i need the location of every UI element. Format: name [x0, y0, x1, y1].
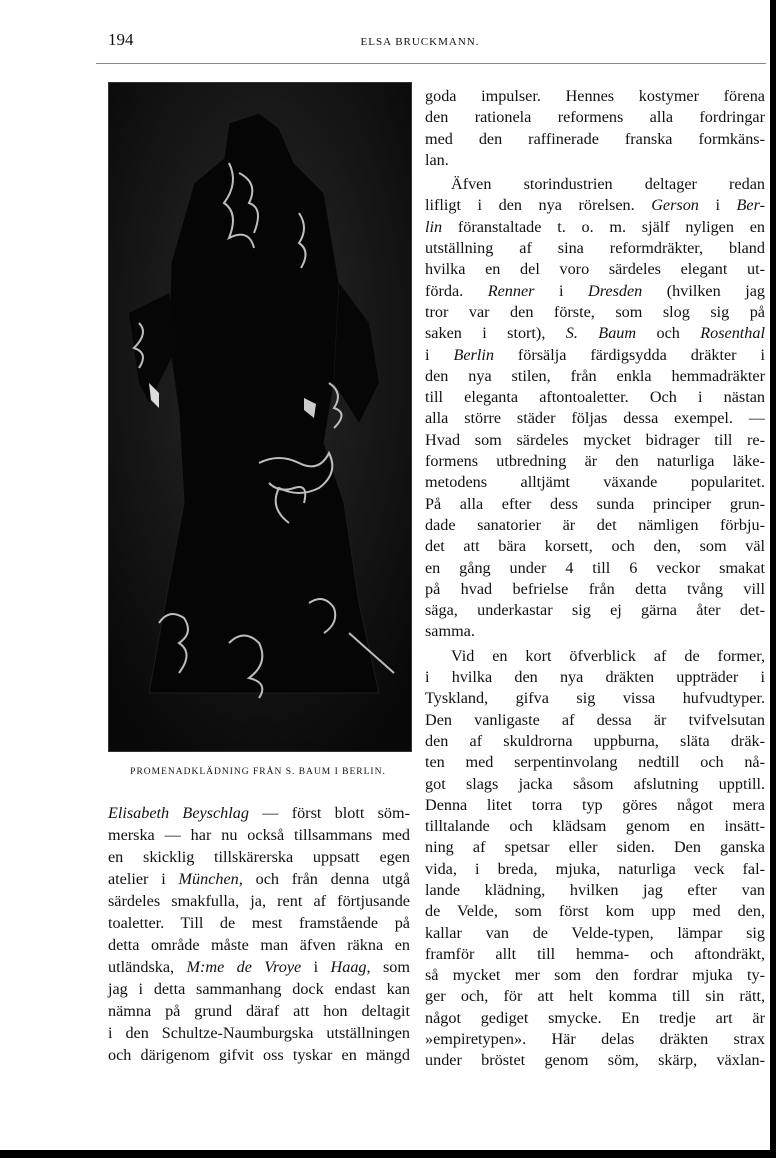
italic-name: Gerson — [651, 196, 699, 215]
text-line — [425, 579, 765, 600]
text-line — [425, 302, 765, 323]
text-line — [425, 965, 765, 986]
text-segment: Denna litet torra typ göres något mera — [425, 795, 765, 814]
text-line — [425, 129, 765, 150]
text-line — [425, 536, 765, 557]
text-segment: Hvad som särdeles mycket bidrager till re- — [425, 430, 765, 449]
text-line — [425, 710, 765, 731]
text-segment: den af skuldrorna uppburna, släta dräk- — [425, 731, 765, 750]
text-segment: goda impulser. Hennes kostymer förena — [425, 87, 765, 105]
text-segment: jag i detta sammanhang dock endast kan — [108, 980, 410, 998]
text-segment: got slags jacka såsom afslutning upptill. — [425, 774, 765, 793]
text-line — [108, 824, 410, 846]
text-segment: framför allt till hemma- och aftondräkt, — [425, 944, 765, 963]
text-segment: under bröstet genom söm, skärp, växlan- — [425, 1051, 765, 1070]
text-line — [108, 956, 410, 978]
text-line — [425, 1050, 765, 1071]
text-line — [108, 890, 410, 912]
text-segment: och därigenom gifvit oss tyskar en mängd — [108, 1046, 410, 1064]
text-segment: säga, underkastar sig ej gärna åter det- — [425, 601, 765, 620]
text-line — [425, 366, 765, 387]
text-segment: (hvilken jag — [642, 281, 765, 300]
left-column-text — [108, 802, 410, 1066]
text-line — [425, 923, 765, 944]
text-line — [425, 345, 765, 366]
text-segment: merska — har nu också tillsammans med — [108, 826, 410, 844]
text-segment: vida, i breda, mjuka, naturliga veck fal- — [425, 859, 765, 878]
text-line — [108, 912, 410, 934]
text-segment: atelier i — [108, 870, 179, 888]
text-line — [108, 846, 410, 868]
text-segment: Den vanligaste af dessa är tvifvelsutan — [425, 710, 765, 729]
text-line — [425, 238, 765, 259]
text-segment: i — [301, 958, 331, 976]
italic-name: Haag, — [330, 958, 371, 976]
italic-name: Renner — [487, 281, 535, 300]
text-segment: »empiretypen». Här delas dräkten strax — [425, 1030, 765, 1049]
text-segment: På alla efter dess sunda principer grun- — [425, 494, 765, 513]
text-line — [108, 978, 410, 1000]
text-segment: i — [534, 281, 588, 300]
gown-figure-image — [109, 83, 411, 751]
text-segment: som — [370, 958, 410, 976]
text-segment: Tyskland, gifva sig vissa hufvudtyper. — [425, 689, 765, 708]
text-segment: tror var den förste, som slog sig på — [425, 302, 765, 321]
text-segment: alla större städer följas dessa exempel. — — [425, 409, 765, 428]
text-segment: metodens alltjämt växande popularitet. — [425, 473, 765, 492]
text-segment: något gediget smycke. En tredje art är — [425, 1008, 765, 1027]
text-line — [425, 430, 765, 451]
text-line — [425, 880, 765, 901]
text-line — [425, 472, 765, 493]
text-line — [425, 986, 765, 1007]
italic-name: Berlin — [453, 345, 494, 364]
italic-name: M:me de Vroye — [186, 958, 302, 976]
text-line — [108, 1022, 410, 1044]
italic-name: lin — [425, 217, 443, 236]
text-segment: detta område måste man äfven räkna en — [108, 936, 410, 954]
italic-name: München, — [178, 870, 243, 888]
text-line — [425, 795, 765, 816]
text-line — [425, 107, 765, 128]
text-segment: och — [636, 324, 701, 343]
text-line — [425, 281, 765, 302]
text-line — [425, 515, 765, 536]
text-segment: Vid en kort öfverblick af de former, — [451, 646, 765, 665]
text-line — [425, 667, 765, 688]
text-line — [425, 323, 765, 344]
text-line — [425, 1029, 765, 1050]
text-line — [425, 688, 765, 709]
text-segment: lande klädning, hvilken jag efter van — [425, 880, 765, 899]
text-segment: ger och, för att helt komma till sin rätt, — [425, 987, 765, 1006]
text-segment: lifligt i den nya rörelsen. — [425, 196, 652, 215]
text-line — [425, 731, 765, 752]
text-segment: ning af spetsar eller siden. Den ganska — [425, 838, 765, 857]
text-segment: på hvad befrielse från detta tvång vill — [425, 579, 765, 598]
text-line — [425, 451, 765, 472]
text-line — [425, 259, 765, 280]
text-line — [425, 217, 765, 238]
text-segment: formens utbredning är den naturliga läke- — [425, 452, 765, 471]
text-segment: utländska, — [108, 958, 187, 976]
text-line — [425, 1008, 765, 1029]
text-line — [425, 774, 765, 795]
text-line — [425, 600, 765, 621]
text-segment: saken i stort), — [425, 324, 566, 343]
text-line — [108, 868, 410, 890]
text-line — [425, 944, 765, 965]
right-column-text — [425, 86, 765, 1072]
text-line — [108, 934, 410, 956]
text-segment: den rationela reformens alla fordringar — [425, 108, 765, 127]
text-segment: de Velde, som först kom upp med den, — [425, 902, 765, 921]
italic-name: Ber- — [736, 196, 765, 215]
text-line — [108, 1000, 410, 1022]
text-segment: föranstaltade t. o. m. själf nyligen en — [442, 217, 765, 236]
text-line — [425, 752, 765, 773]
text-segment: en gång under 4 till 6 veckor smakat — [425, 558, 765, 577]
text-line — [425, 195, 765, 216]
text-segment: och från denna utgå — [242, 870, 410, 888]
text-line — [425, 646, 765, 667]
text-segment: tilltalande och klädsam genom en insätt- — [425, 817, 765, 836]
scan-edge-bottom — [0, 1150, 776, 1158]
italic-name: Rosenthal — [700, 324, 765, 343]
text-segment: lan. — [425, 150, 449, 169]
text-segment: en skicklig tillskärerska uppsatt egen — [108, 848, 410, 866]
text-line — [425, 816, 765, 837]
text-segment: ten med serpentinvolang nedtill och nå- — [425, 753, 765, 772]
text-segment: samma. — [425, 622, 475, 641]
text-segment: i hvilka den nya dräkten uppträder i — [425, 668, 765, 687]
text-line — [425, 174, 765, 195]
text-line — [425, 494, 765, 515]
text-segment: det att bära korsett, och den, som väl — [425, 537, 765, 556]
text-segment: toaletter. Till de mest framstående på — [108, 914, 410, 932]
dress-photograph — [108, 82, 412, 752]
italic-name: S. Baum — [565, 324, 637, 343]
header-rule — [96, 63, 766, 64]
text-line — [108, 1044, 410, 1066]
text-line — [425, 408, 765, 429]
text-line — [425, 837, 765, 858]
text-line — [425, 621, 765, 642]
text-segment: särdeles smakfulla, ja, rent af förtjusande — [108, 892, 410, 910]
text-line — [425, 150, 765, 171]
text-segment: i — [425, 345, 454, 364]
text-segment: i — [698, 196, 737, 215]
italic-name: Dresden — [588, 281, 643, 300]
text-segment: kallar van de Velde-typen, lämpar sig — [425, 923, 765, 942]
text-segment: hvilka en del voro särdeles elegant ut- — [425, 260, 765, 279]
text-segment: nämna på grund däraf att hon deltagit — [108, 1002, 410, 1020]
text-line — [425, 558, 765, 579]
text-line — [425, 86, 765, 107]
figure-caption: PROMENADKLÄDNING FRÅN S. BAUM I BERLIN. — [130, 767, 386, 777]
page-number: 194 — [108, 30, 134, 49]
text-segment: i den Schultze-Naumburgska utställningen — [108, 1024, 410, 1042]
running-head: ELSA BRUCKMANN. — [360, 36, 480, 48]
text-segment: utställning af sina reformdräkter, bland — [425, 239, 765, 258]
scan-edge-right — [770, 0, 776, 1158]
text-segment: den nya stilen, från enkla hemmadräkter — [425, 366, 765, 385]
text-segment: så mycket mer som den fordrar mjuka ty- — [425, 966, 765, 985]
text-line — [108, 802, 410, 824]
text-segment: Äfven storindustrien deltager redan — [451, 175, 765, 194]
text-segment: med den raffinerade franska formkäns- — [425, 129, 765, 148]
italic-name: Elisabeth Beyschlag — [108, 804, 249, 822]
text-segment: till eleganta aftontoaletter. Och i nästan — [425, 388, 765, 407]
text-line — [425, 387, 765, 408]
text-segment: förda. — [425, 281, 488, 300]
text-line — [425, 901, 765, 922]
text-segment: dade sanatorier är det nämligen förbju- — [425, 515, 765, 534]
text-segment: försälja färdigsydda dräkter i — [493, 345, 765, 364]
text-line — [425, 859, 765, 880]
text-segment: — först blott söm- — [248, 804, 410, 822]
